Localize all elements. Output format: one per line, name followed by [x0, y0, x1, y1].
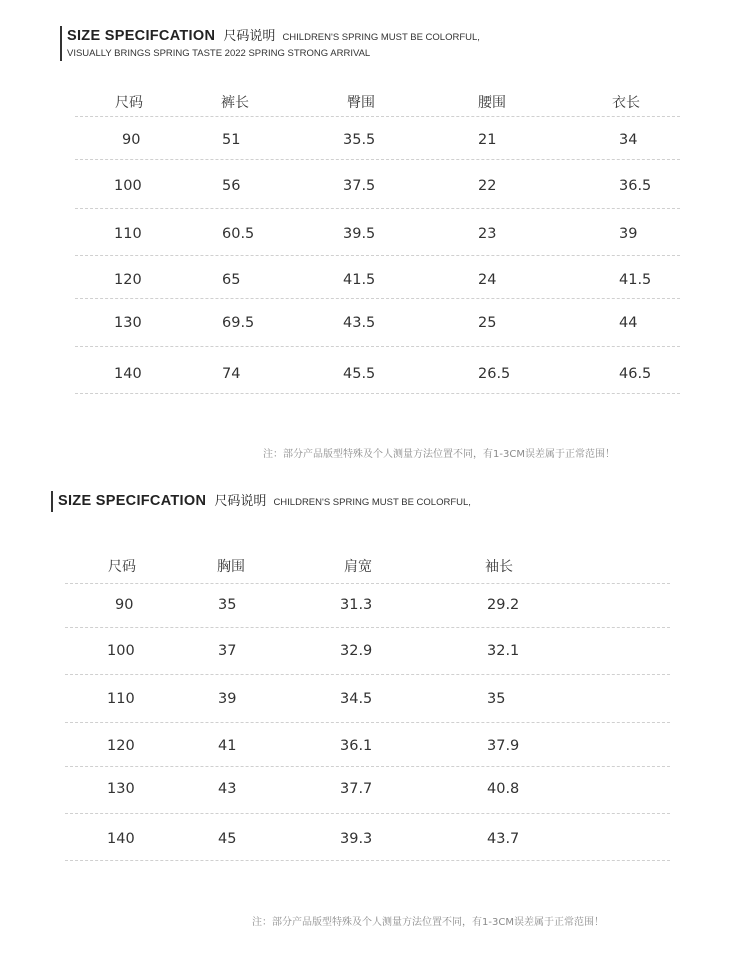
cell-waist: 24 — [478, 272, 497, 288]
heading-subtitle: CHILDREN'S SPRING MUST BE COLORFUL, — [273, 497, 471, 508]
cell-sleeve: 37.9 — [487, 738, 520, 754]
cell-shoulder: 31.3 — [340, 597, 373, 613]
cell-size: 130 — [114, 315, 142, 331]
cell-hip: 41.5 — [343, 272, 376, 288]
heading-title-cn: 尺码说明 — [223, 29, 276, 44]
cell-shoulder: 34.5 — [340, 691, 373, 707]
header-waist: 腰围 — [478, 95, 506, 111]
header-shoulder: 肩宽 — [344, 559, 372, 575]
cell-pants-length: 60.5 — [222, 226, 255, 242]
cell-waist: 26.5 — [478, 366, 511, 382]
row-divider — [65, 813, 670, 814]
cell-garment-length: 36.5 — [619, 178, 652, 194]
cell-shoulder: 32.9 — [340, 643, 373, 659]
header-hip: 臀围 — [347, 95, 375, 111]
cell-chest: 41 — [218, 738, 237, 754]
cell-shoulder: 39.3 — [340, 831, 373, 847]
cell-hip: 43.5 — [343, 315, 376, 331]
cell-sleeve: 32.1 — [487, 643, 520, 659]
header-chest: 胸围 — [217, 559, 245, 575]
cell-waist: 21 — [478, 132, 497, 148]
cell-pants-length: 74 — [222, 366, 241, 382]
size-note-1: 注：部分产品版型特殊及个人测量方法位置不同，有1-3CM误差属于正常范围！ — [263, 449, 615, 460]
cell-chest: 43 — [218, 781, 237, 797]
cell-sleeve: 43.7 — [487, 831, 520, 847]
cell-hip: 35.5 — [343, 132, 376, 148]
row-divider — [65, 583, 670, 584]
cell-size: 120 — [114, 272, 142, 288]
cell-hip: 37.5 — [343, 178, 376, 194]
cell-garment-length: 41.5 — [619, 272, 652, 288]
heading-title-cn: 尺码说明 — [214, 494, 267, 509]
header-size: 尺码 — [108, 559, 136, 575]
cell-garment-length: 34 — [619, 132, 638, 148]
cell-size: 100 — [114, 178, 142, 194]
row-divider — [65, 627, 670, 628]
row-divider — [65, 860, 670, 861]
cell-chest: 37 — [218, 643, 237, 659]
cell-pants-length: 56 — [222, 178, 241, 194]
cell-size: 100 — [107, 643, 135, 659]
cell-hip: 45.5 — [343, 366, 376, 382]
cell-waist: 23 — [478, 226, 497, 242]
cell-size: 110 — [114, 226, 142, 242]
cell-size: 120 — [107, 738, 135, 754]
cell-size: 110 — [107, 691, 135, 707]
cell-waist: 22 — [478, 178, 497, 194]
heading-subtitle: CHILDREN'S SPRING MUST BE COLORFUL, — [282, 32, 480, 43]
cell-pants-length: 65 — [222, 272, 241, 288]
row-divider — [65, 674, 670, 675]
cell-garment-length: 44 — [619, 315, 638, 331]
heading-title: SIZE SPECIFCATION — [67, 28, 216, 44]
cell-pants-length: 51 — [222, 132, 241, 148]
cell-size: 90 — [122, 132, 141, 148]
cell-size: 140 — [114, 366, 142, 382]
cell-size: 140 — [107, 831, 135, 847]
cell-pants-length: 69.5 — [222, 315, 255, 331]
cell-hip: 39.5 — [343, 226, 376, 242]
row-divider — [65, 722, 670, 723]
header-garment-length: 衣长 — [612, 95, 640, 111]
cell-sleeve: 40.8 — [487, 781, 520, 797]
heading-title: SIZE SPECIFCATION — [58, 493, 207, 509]
cell-shoulder: 36.1 — [340, 738, 373, 754]
cell-chest: 35 — [218, 597, 237, 613]
size-table-2 — [65, 0, 670, 870]
cell-sleeve: 35 — [487, 691, 506, 707]
cell-size: 90 — [115, 597, 134, 613]
header-pants-length: 裤长 — [221, 95, 249, 111]
header-size: 尺码 — [115, 95, 143, 111]
heading-subtitle-2: VISUALLY BRINGS SPRING TASTE 2022 SPRING STRONG ARRIVAL — [67, 48, 371, 59]
size-note-2: 注：部分产品版型特殊及个人测量方法位置不同，有1-3CM误差属于正常范围！ — [252, 917, 604, 928]
cell-chest: 39 — [218, 691, 237, 707]
cell-garment-length: 39 — [619, 226, 638, 242]
cell-size: 130 — [107, 781, 135, 797]
cell-sleeve: 29.2 — [487, 597, 520, 613]
cell-garment-length: 46.5 — [619, 366, 652, 382]
cell-chest: 45 — [218, 831, 237, 847]
row-divider — [65, 766, 670, 767]
cell-waist: 25 — [478, 315, 497, 331]
cell-shoulder: 37.7 — [340, 781, 373, 797]
header-sleeve: 袖长 — [485, 559, 513, 575]
